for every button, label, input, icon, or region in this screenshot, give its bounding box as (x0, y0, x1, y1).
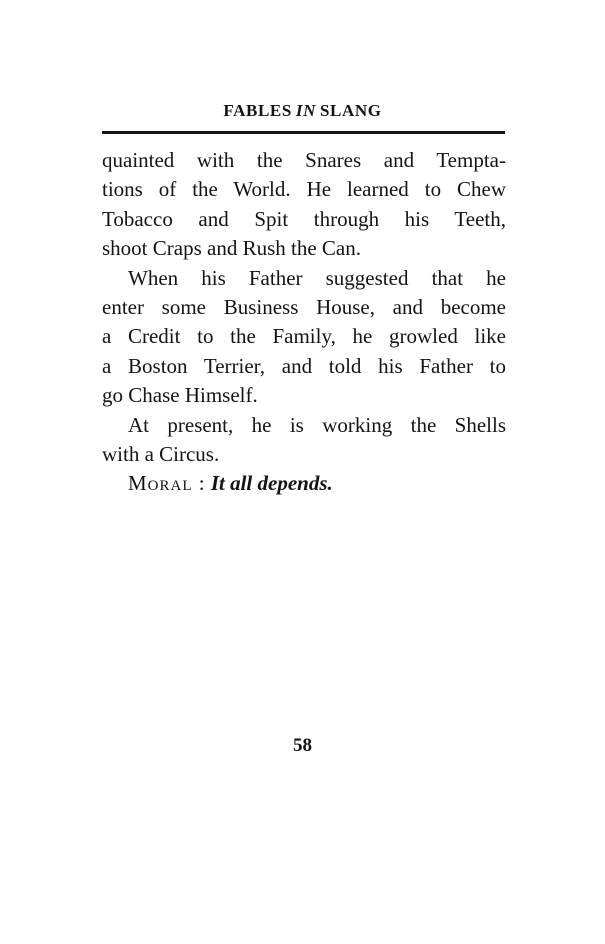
running-head-slang: SLANG (320, 101, 382, 120)
page-number: 58 (293, 735, 312, 756)
text-line: When his Father suggested that he (128, 265, 506, 290)
text-line: go Chase Himself. (102, 383, 258, 408)
moral-text: It all depends. (210, 471, 333, 496)
body-text (102, 146, 506, 499)
paragraph-2 (102, 264, 506, 411)
text-line: tions of the World. He learned to Chew (102, 177, 506, 202)
header-rule (102, 131, 505, 134)
text-line: Tobacco and Spit through his Teeth, (102, 206, 506, 231)
moral-line (102, 469, 506, 498)
text-line: a Boston Terrier, and told his Father to (102, 353, 506, 378)
text-line: with a Circus. (102, 442, 220, 467)
text-line: enter some Business House, and become (102, 295, 506, 320)
running-head-title: FABLES (223, 101, 292, 120)
paragraph-3 (102, 411, 506, 470)
text-line: quainted with the Snares and Tempta- (102, 148, 506, 172)
running-head-in: IN (295, 101, 316, 120)
text-line: shoot Craps and Rush the Can. (102, 236, 361, 261)
text-line: At present, he is working the Shells (128, 412, 506, 437)
paragraph-1 (102, 146, 506, 264)
running-head (0, 101, 605, 121)
moral-paragraph (102, 469, 506, 498)
text-line: a Credit to the Family, he growled like (102, 324, 506, 349)
moral-label: Moral : (128, 471, 206, 496)
